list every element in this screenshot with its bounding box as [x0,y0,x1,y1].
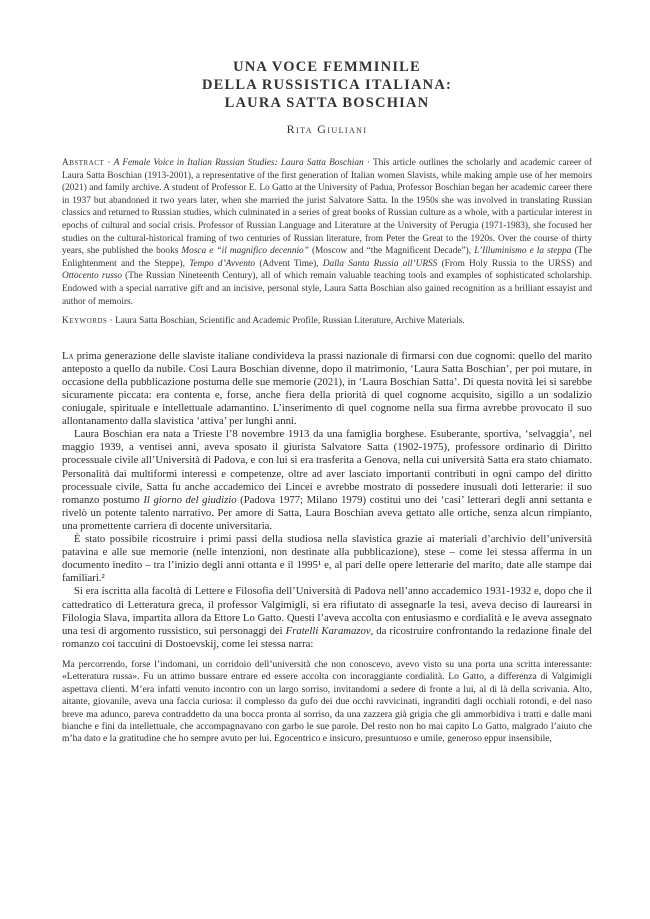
article-page [62,58,592,746]
abstract-book-3: Tempo d’Avvento [189,258,256,269]
article-author: Rita Giuliani [286,122,368,136]
block-quote: Ma percorrendo, forse l’indomani, un corridoio dell’università che non conoscevo, avevo visto su una porta una scritta interessante: «Letteratura russa». Fu un attimo bussare entrare ed essere accolta con incoraggiante cordialità. Lo Gatto, a differenza di Valgimigli aspettava clienti. M’era infatti venuto incontro con un largo sorriso, invitandomi a sedere di fronte a lui, al di là della scrivania. Alto, aitante, giovanile, aveva una faccia curiosa: il complesso da gufo dei due occhi ravvicinati, ingranditi dagli occhiali rotondi, e del naso breve ma adunco, pareva contraddetto da una bocca pronta al sorriso, da una zazzera già grigia che gli ammorbidiva i tratti e dalle mani bianche e fini da intellettuale, che accompagnavano con garbo le sue parole. Del resto non ho mai capito Lo Gatto, malgrado l’aiuto che m’ha dato e la gratitudine che ho sempre avuto per lui. Egocentrico e insicuro, presuntuoso e umile, generoso eppur insensibile, [62,658,592,745]
abstract-text-5: (From Holy Russia to the URSS) and [437,258,593,269]
keywords-text: · Laura Satta Boschian, Scientific and Academic Profile, Russian Literature, Archive Materials. [107,316,465,327]
article-title [62,58,592,112]
paragraph-3: È stato possibile ricostruire i primi passi della studiosa nella slavistica grazie ai materiali d’archivio dell’università patavina e alle sue memorie (nelle intenzioni, non destinate alla pubblicazione), stese – come lei stessa afferma in un documento inedito – tra l’inizio degli anni ottanta e il 1995¹ e, al pari delle opere letterarie del marito, date alle stampe dai familiari.² [62,533,592,585]
paragraph-2 [62,428,592,533]
abstract-text-1: · This article outlines the scholarly and academic career of Laura Satta Boschian (1913-2001), a representative of the first generation of Italian women Slavists, while making ample use of her memoirs (2021) and family archive. A student of Professor E. Lo Gatto at the University of Padua, Professor Boschian began her academic career there in 1937 but abandoned it two years later, when she married the jurist Salvatore Satta. In the 1950s she was involved in translating Russian classics and returned to Russian studies, which culminated in a series of great books of Russian culture as a whole, with a particular interest in epochs of cultural and social crisis. Professor of Russian Language and Literature at the University of Perugia (1971-1983), she focused her studies on the cultural-historical framing of two centuries of Russian literature, from Peter the Great to the 1920s. Over the course of thirty years, she published the books [62,158,592,257]
paragraph-1-text: prima generazione delle slaviste italiane condivideva la prassi nazionale di firmarsi con due cognomi: quello del marito anteposto a quello da nubile. Così Laura Boschian divenne, dopo il matrimonio, ‘Laura Satta Boschian’, per poi mutare, in occasione della pubblicazione postuma delle sue memorie (2021), in ‘Laura Boschian Satta’. Di questa novità lei si sarebbe sicuramente piccata: era contenta e, forse, anche fiera della priorità di quel cognome acquisito, sigillo a un sodalizio coniugale, spirituale e intellettuale adamantino. L’inserimento di quel cognome nella sua firma avrebbe provocato il suo allontanamento dalla slavistica ‘attiva’ per lunghi anni. [62,349,592,428]
abstract-text-6: (The Russian Nineteenth Century), all of which remain valuable teaching tools and examples of sophisticated scholarship. Endowed with a special narrative gift and an incisive, personal style, Laura Satta Boschian also gained recognition as a brilliant essayist and author of memoirs. [62,271,592,307]
paragraph-2-text-a: Laura Boschian era nata a Trieste l’8 novembre 1913 da una famiglia borghese. Esuberante, sportiva, ‘selvaggia’, nel maggio 1939, a ventisei anni, aveva sposato il giurista Salvatore Satta (1902-1975), professore ordinario di Diritto processuale civile all’Università di Padova, e con lui si era trasferita a Genova, nella cui università Satta era stato chiamato. Personalità dai multiformi interessi e competenze, oltre ad aver lasciato importanti contributi in ogni campo del diritto processuale civile, Satta fu anche accademico dei Lincei e avrebbe mostrato di possedere inusuali doti letterarie: il suo romanzo postumo [62,428,592,506]
abstract-book-4: Dalla Santa Russia all’URSS [322,258,438,269]
abstract-text-2: (Moscow and “the Magnificent Decade”), [308,246,475,257]
keywords-label: Keywords [62,316,108,327]
abstract-text-4: (Advent Time), [255,258,323,269]
abstract-book-2: L’Illuminismo e la steppa [474,246,572,257]
paragraph-4-book: Fratelli Karamazov [285,624,371,637]
paragraph-2-book: Il giorno del giudizio [143,493,237,506]
abstract-book-1: Mosca e “il magnifico decennio” [181,246,309,257]
title-line-1: UNA VOCE FEMMINILE [233,59,421,75]
abstract-text-3: (The Enlightenment and the Steppe), [62,246,592,269]
abstract-title: A Female Voice in Italian Russian Studies: Laura Satta Boschian [113,158,364,168]
paragraph-2-text-b: (Padova 1977; Milano 1979) costituì uno dei ‘casi’ letterari degli anni settanta e rivelò un potente talento narrativo. Per amore di Satta, Laura Boschian aveva gettato alle ortiche, senza alcun rimpianto, una promettente carriera di docente universitaria. [62,493,592,532]
title-line-2: DELLA RUSSISTICA ITALIANA: [201,77,453,93]
keywords [62,315,592,328]
abstract-separator: · [104,158,114,168]
title-line-3: LAURA SATTA BOSCHIAN [224,95,430,111]
abstract-book-5: Ottocento russo [62,271,122,282]
paragraph-4 [62,585,592,650]
abstract-label: Abstract [62,158,105,168]
abstract [62,157,592,308]
paragraph-4-text-b: , da ricostruire confrontando la redazione finale del romanzo coi taccuini di Dostoevskij, come lei stessa narra: [62,624,592,650]
article-body [62,350,592,651]
paragraph-4-text-a: Si era iscritta alla facoltà di Lettere e Filosofia dell’Università di Padova nell’anno accademico 1931-1932 e, dopo che il cattedratico di Letteratura greca, il professor Valgimigli, si era rifiutato di assegnarle la tesi, aveva deciso di laurearsi in Filologia Slava, impartita allora da Ettore Lo Gatto. Questi l’aveva accolta con entusiasmo e cordialità e le aveva assegnato una tesi di argomento russistico, sui personaggi dei [62,585,592,637]
paragraph-1-lead: La [62,349,74,362]
paragraph-1 [62,350,592,429]
